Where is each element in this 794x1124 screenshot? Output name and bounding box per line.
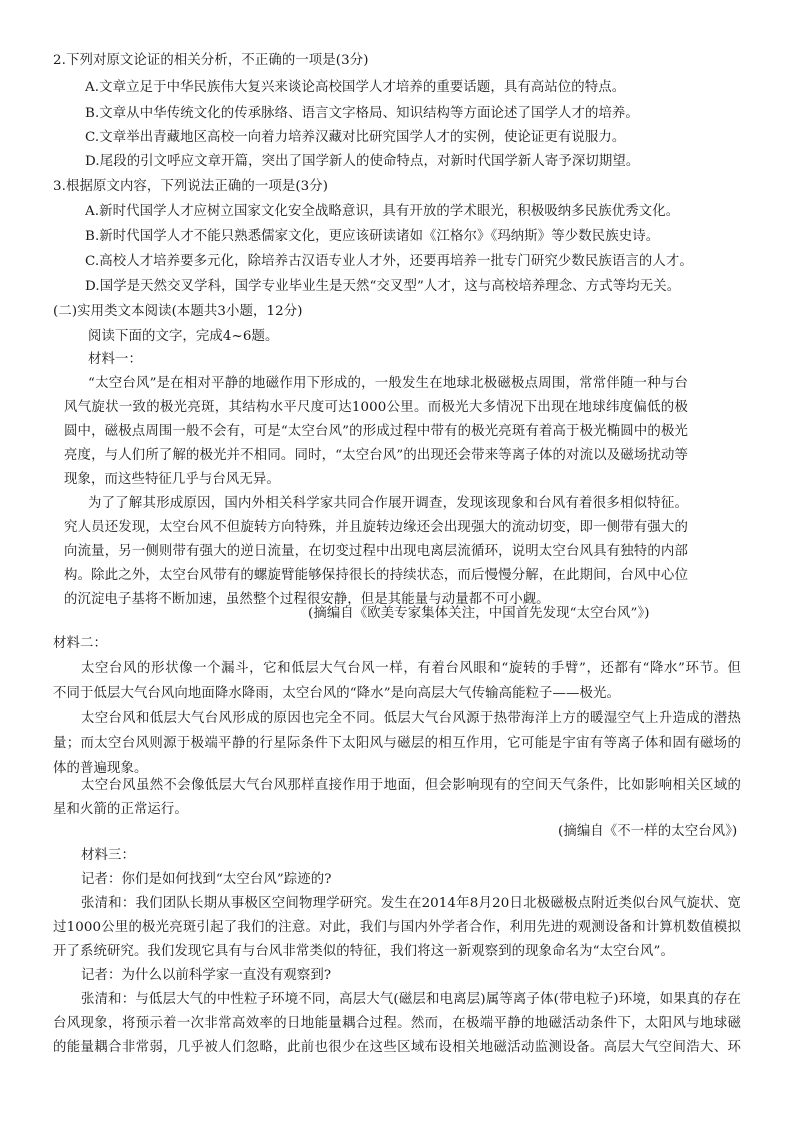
interview-answer-line: 过1000公里的极光亮斑引起了我们的注意。对此，我们与国内外学者合作，利用先进的观测设备和计算机数值模拟	[53, 920, 741, 935]
question-2-option-a: A.文章立足于中华民族伟大复兴来谈论高校国学人才培养的重要话题，具有高站位的特点。	[85, 80, 626, 95]
section-heading: (二)实用类文本阅读(本题共3小题，12分)	[53, 304, 303, 319]
material-2-line: 太空台风和低层大气台风形成的原因也完全不同。低层大气台风源于热带海洋上方的暖湿空气上升造成的潜热	[81, 711, 741, 726]
material-1-line: 的沉淀电子基将不断加速，虽然整个过程很安静，但是其能量与动量都不可小觑。	[64, 592, 550, 607]
material-1-line: 亮度，与人们所了解的极光并不相同。同时，“太空台风”的出现还会带来等离子体的对流以及磁场扰动等	[64, 448, 688, 463]
interview-question: 记者：你们是如何找到“太空台风”踪迹的?	[81, 872, 332, 887]
material-2-line: 不同于低层大气台风向地面降水降雨，太空台风的“降水”是向高层大气传输高能粒子——极光。	[53, 686, 621, 701]
material-2-label: 材料二：	[53, 636, 107, 651]
material-1-line: 为了了解其形成原因，国内外相关科学家共同合作展开调查，发现该现象和台风有着很多相似特征。	[88, 496, 688, 511]
question-3-option-c: C.高校人才培养要多元化，除培养古汉语专业人才外，还要再培养一批专门研究少数民族语言的人才。	[85, 254, 693, 269]
interview-answer-line: 台风现象，将预示着一次非常高效率的日地能量耦合过程。然而，在极端平静的地磁活动条件下，太阳风与地球磁	[53, 1016, 741, 1031]
material-3-label: 材料三：	[81, 848, 135, 863]
material-1-source: (摘编自《欧美专家集体关注，中国首先发现“太空台风”》)	[308, 606, 650, 621]
material-2-line: 太空台风虽然不会像低层大气台风那样直接作用于地面，但会影响现有的空间天气条件，比如影响相关区域的	[81, 778, 741, 793]
interview-answer-line: 的能量耦合非常弱，几乎被人们忽略，此前也很少在这些区域布设相关地磁活动监测设备。高层大气空间浩大、环	[53, 1040, 741, 1055]
interview-question: 记者：为什么以前科学家一直没有观察到?	[81, 968, 332, 983]
material-1-line: 现象，而这些特征几乎与台风无异。	[64, 472, 280, 487]
question-2-option-c: C.文章举出青藏地区高校一向着力培养汉藏对比研究国学人才的实例，使论证更有说服力。	[85, 130, 626, 145]
material-2-line: 量；而太空台风则源于极端平静的行星际条件下太阳风与磁层的相互作用，它可能是宇宙有等离子体和固有磁场的	[53, 736, 741, 751]
question-3-stem: 3.根据原文内容，下列说法正确的一项是(3分)	[53, 179, 329, 194]
material-1-line: “太空台风”是在相对平静的地磁作用下形成的，一般发生在地球北极磁极点周围，常常伴随一种与台	[88, 376, 688, 391]
material-2-line: 体的普遍现象。	[53, 761, 148, 776]
material-2-source: (摘编自《不一样的太空台风》)	[558, 824, 738, 839]
interview-answer-line: 张清和：我们团队长期从事极区空间物理学研究。发生在2014年8月20日北极磁极点附近类似台风气旋状、宽	[81, 896, 741, 911]
material-1-line: 构。除此之外，太空台风带有的螺旋臂能够保持很长的持续状态，而后慢慢分解，在此期间，台风中心位	[64, 568, 688, 583]
question-2-stem: 2.下列对原文论证的相关分析，不正确的一项是(3分)	[53, 53, 369, 68]
material-2-line: 星和火箭的正常运行。	[53, 802, 188, 817]
question-3-option-a: A.新时代国学人才应树立国家文化安全战略意识，具有开放的学术眼光，积极吸纳多民族优秀文化。	[85, 204, 680, 219]
material-1-line: 究人员还发现，太空台风不但旋转方向特殊，并且旋转边缘还会出现强大的流动切变，即一侧带有强大的	[64, 520, 688, 535]
material-1-label: 材料一：	[88, 352, 142, 367]
material-1-line: 圆中，磁极点周围一般不会有，可是“太空台风”的形成过程中带有的极光亮斑有着高于极光椭圆中的极光	[64, 424, 688, 439]
question-2-option-b: B.文章从中华传统文化的传承脉络、语言文字格局、知识结构等方面论述了国学人才的培养。	[85, 106, 639, 121]
material-1-line: 向流量，另一侧则带有强大的逆日流量，在切变过程中出现电离层流循环，说明太空台风具有独特的内部	[64, 544, 688, 559]
material-2-line: 太空台风的形状像一个漏斗，它和低层大气台风一样，有着台风眼和“旋转的手臂”，还都有“降水”环节。但	[81, 661, 741, 676]
interview-answer-line: 开了系统研究。我们发现它具有与台风非常类似的特征，我们将这一新观察到的现象命名为“太空台风”。	[53, 944, 674, 959]
section-intro: 阅读下面的文字，完成4~6题。	[88, 329, 279, 344]
question-2-option-d: D.尾段的引文呼应文章开篇，突出了国学新人的使命特点，对新时代国学新人寄予深切期望。	[85, 154, 640, 169]
interview-answer-line: 张清和：与低层大气的中性粒子环境不同，高层大气(磁层和电离层)属等离子体(带电粒子)环境，如果真的存在	[81, 992, 741, 1007]
material-1-line: 风气旋状一致的极光亮斑，其结构水平尺度可达1000公里。而极光大多情况下出现在地球纬度偏低的极	[64, 400, 688, 415]
question-3-option-b: B.新时代国学人才不能只熟悉儒家文化，更应该研读诸如《江格尔》《玛纳斯》等少数民族史诗。	[85, 229, 660, 244]
question-3-option-d: D.国学是天然交叉学科，国学专业毕业生是天然“交叉型”人才，这与高校培养理念、方式等均无关。	[85, 279, 681, 294]
